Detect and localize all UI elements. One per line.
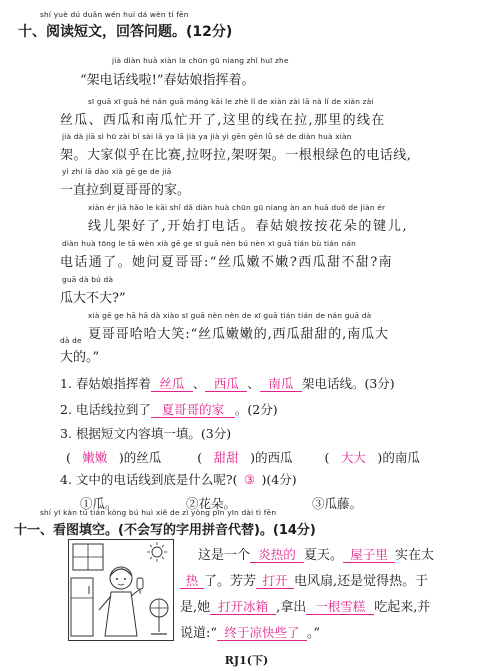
separator: 、 [192,376,206,391]
passage-pinyin-8: xià gē ge hā hā dà xiào sī guā nèn nèn de xī guā tián tián de nán guā dà [88,311,372,320]
answer-field[interactable]: 炎热的 [250,548,304,563]
question-1 [60,374,395,392]
blank-label: 的南瓜 [382,450,420,465]
answer-field[interactable]: 南瓜 [260,377,302,392]
fill-line-3 [180,596,430,615]
fill-text: 是,她 [180,600,211,615]
passage-line-4: 一直拉到夏哥哥的家。 [60,183,191,198]
question-4 [60,470,297,488]
section10-heading: 十、阅读短文，回答问题。(12分) [18,24,233,40]
answer-field[interactable]: 丝瓜 [151,377,193,392]
answer-field[interactable]: 终于凉快些了 [217,626,307,641]
fill-text: 实在太 [395,548,435,563]
option-3: ③瓜藤。 [312,496,363,511]
question-1-prompt: 1. 春姑娘指挥着 [60,376,151,391]
fill-line-4 [180,622,320,641]
question-2-prompt: 2. 电话线拉到了 [60,402,151,417]
question-1-suffix: 架电话线。(3分) [301,376,395,391]
page-footer: RJ1(下) [224,654,269,667]
question-2-suffix: 。(2分) [234,402,278,417]
fill-text: 电风扇,还是觉得热。于 [294,574,429,589]
girl-with-fan-illustration [69,540,173,640]
fill-text: 了。芳芳 [204,574,257,589]
passage-line-8: 夏哥哥哈哈大笑:“丝瓜嫩嫩的,西瓜甜甜的,南瓜大 [88,327,389,342]
passage-pinyin-4: yì zhí lā dào xià gē ge de jiā [62,167,172,176]
separator: 、 [247,376,260,391]
fill-text: 吃起来,并 [374,600,431,615]
fill-line-2 [180,570,428,589]
question-2 [60,400,278,418]
passage-pinyin-5: xiàn ér jiā hǎo le kāi shǐ dǎ diàn huà chūn gū niang àn an huā duǒ de jiàn ér [88,203,386,212]
answer-field[interactable]: 大大 [340,450,366,465]
answer-field[interactable]: 打开 [256,574,294,589]
answer-field[interactable]: ③ [243,472,256,487]
answer-field[interactable]: 甜甜 [213,450,239,465]
passage-line-3: 架。大家似乎在比赛,拉呀拉,架呀架。一根根绿色的电话线, [60,148,412,163]
answer-field[interactable]: 打开冰箱 [210,600,276,615]
fill-line-1 [198,544,434,563]
question-3-blanks: ( 嫩嫩 )的丝瓜 ( 甜甜 )的西瓜 ( 大大 )的南瓜 [66,450,420,465]
fill-text: 夏天。 [304,548,344,563]
answer-field[interactable]: 嫩嫩 [82,450,108,465]
passage-pinyin-2: sī guā xī guā hé nán guā máng kāi le zhè lǐ de xiàn zài lā nà lǐ de xiàn zài [88,97,374,106]
fill-text: 这是一个 [198,548,251,563]
summer-room-illustration [68,539,174,641]
fill-text: 。” [307,626,321,641]
passage-line-7: 瓜大不大?” [60,291,126,306]
fill-text: ,拿出 [276,600,307,615]
option-2: ②花朵。 [186,496,237,511]
passage-pinyin-3: jià dà jiā sì hū zài bǐ sài lā ya lā jià ya jià yì gēn gēn lǜ sè de diàn huà xiàn [62,132,352,141]
question-4-suffix: )(4分) [261,472,297,487]
passage-pinyin-1: jià diàn huà xiàn la chūn gū niang zhǐ huī zhe [112,56,289,65]
passage-pinyin-7: guā dà bú dà [62,275,114,284]
blank-label: 的西瓜 [255,450,293,465]
section11-heading: 十一、看图填空。(不会写的字用拼音代替)。(14分) [14,523,316,538]
passage-line-9: 大的。” [60,350,100,365]
answer-field[interactable]: 夏哥哥的家 [151,403,235,418]
question-3: 3. 根据短文内容填一填。(3分) [60,426,232,441]
passage-line-1: “架电话线啦!”春姑娘指挥着。 [80,73,255,88]
blank-label: 的丝瓜 [123,450,162,465]
answer-field[interactable]: 热 [180,574,204,589]
section10-heading-pinyin: shí yuè dú duǎn wén huí dá wèn tí fēn [40,10,189,19]
passage-line-6: 电话通了。她问夏哥哥:“丝瓜嫩不嫩?西瓜甜不甜?南 [60,255,393,270]
passage-line-2: 丝瓜、西瓜和南瓜忙开了,这里的线在拉,那里的线在 [60,113,386,128]
fill-text: 说道:“ [180,626,218,641]
answer-field[interactable]: 一根雪糕 [306,600,374,615]
question-4-prompt: 4. 文中的电话线到底是什么呢?( [60,472,238,487]
answer-field[interactable]: 西瓜 [205,377,247,392]
passage-line-5: 线儿架好了,开始打电话。春姑娘按按花朵的键儿, [88,219,409,234]
option-1: ①瓜。 [80,496,118,511]
section11-heading-pinyin: shí yī kàn tú tián kòng bú huì xiě de zì yòng pīn yīn dài tì fēn [40,508,277,517]
passage-pinyin-9: dà de [60,336,82,345]
answer-field[interactable]: 屋子里 [343,548,395,563]
passage-pinyin-6: diàn huà tōng le tā wèn xià gē ge sī guā nèn bú nèn xī guā tián bù tián nán [62,239,356,248]
